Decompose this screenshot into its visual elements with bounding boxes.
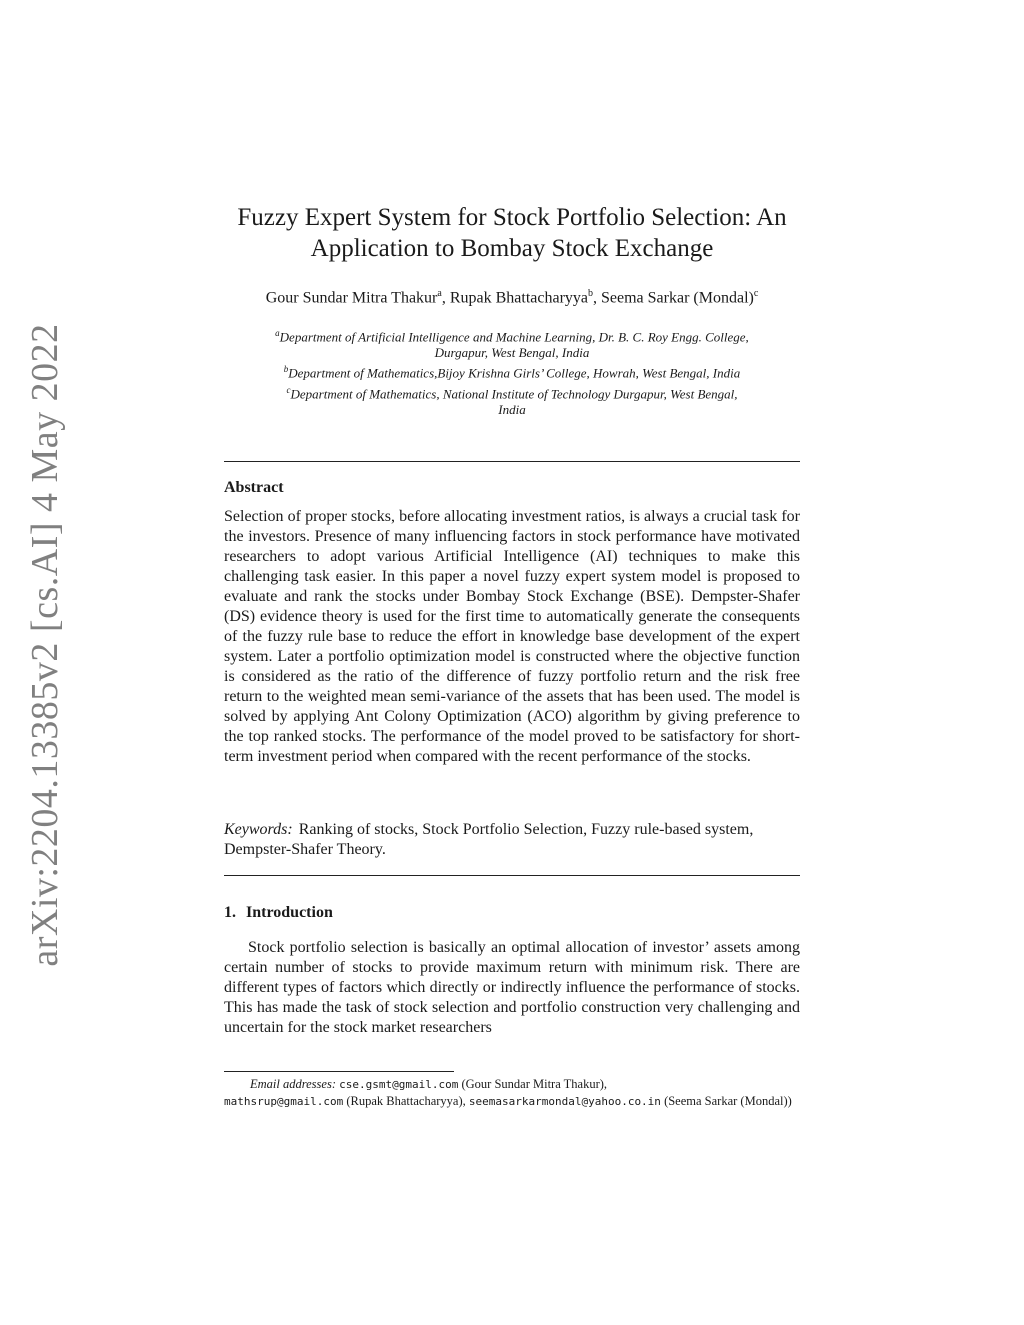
abstract-top-rule — [224, 461, 800, 462]
author-sup: c — [753, 288, 759, 299]
title-line-2: Application to Bombay Stock Exchange — [310, 235, 714, 262]
keywords — [224, 820, 800, 860]
section-paragraph: Stock portfolio selection is basically an optimal allocation of investor’ assets among certain number of stocks to provide maximum return with minimum risk. There are different types of factors which directly or indirectly influence the performance of stocks. This has made the task of stock selection and portfolio construction very challenging and uncertain for the stock market researchers — [224, 939, 800, 1036]
section-number: 1. — [224, 904, 236, 921]
section-title: Introduction — [246, 904, 333, 921]
abstract-bottom-rule — [224, 875, 800, 876]
email-link[interactable]: seemasarkarmondal@yahoo.co.in — [468, 1095, 661, 1108]
author-sup: a — [437, 288, 442, 299]
paper-title — [224, 202, 800, 264]
email-link[interactable]: mathsrup@gmail.com — [224, 1095, 344, 1108]
footnote: Email addresses: cse.gsmt@gmail.com (Gour Sundar Mitra Thakur), mathsrup@gmail.com (Rupak Bhattacharyya), seemasarkarmondal@yahoo.co.in (Seema Sarkar (Mondal)) — [224, 1077, 792, 1108]
author-name: Gour Sundar Mitra Thakur — [265, 289, 438, 307]
author-name: Rupak Bhattacharyya — [449, 289, 588, 307]
title-line-1: Fuzzy Expert System for Stock Portfolio Selection: An — [237, 204, 787, 231]
arxiv-stamp — [22, 323, 68, 967]
affiliations — [224, 325, 800, 418]
author-sup: b — [588, 288, 593, 299]
arxiv-stamp-text: arXiv:2204.13385v2 [cs.AI] 4 May 2022 — [24, 323, 66, 967]
affiliation-c: $^c$Department of Mathematics, National Institute of Technology Durgapur, West Bengal, India — [286, 384, 738, 417]
affiliation-b: $^b$Department of Mathematics,Bijoy Krishna Girls’ College, Howrah, West Bengal, India — [283, 364, 741, 381]
footnote-rule — [224, 1071, 454, 1072]
author-list: Gour Sundar Mitra Thakur$^a$, Rupak Bhattacharyya$^b$, Seema Sarkar (Mondal)$^c$ — [265, 288, 759, 307]
abstract-text: Selection of proper stocks, before allocating investment ratios, is always a crucial task for the investors. Presence of many influencing factors in stock performance have motivated researchers to adopt various Artificial Intelligence (AI) techniques to make this challenging task easier. In this paper a novel fuzzy expert system model is proposed to evaluate and rank the stocks under Bombay Stock Exchange (BSE). Dempster-Shafer (DS) evidence theory is used for the first time to automatically generate the consequents of the fuzzy rule base to reduce the effort in knowledge base development of the expert system. Later a portfolio optimization model is constructed where the objective function is considered as the ratio of the difference of fuzzy portfolio return and the risk free return to the weighted mean semi-variance of the assets that has been used. The model is solved by applying Ant Colony Optimization (ACO) algorithm by giving preference to the top ranked stocks. The performance of the model proved to be satisfactory for short-term investment period when compared with the recent performance of the stocks. — [224, 508, 800, 765]
abstract-heading: Abstract — [224, 479, 284, 496]
footnote-label: Email addresses: — [250, 1077, 336, 1091]
affiliation-a: $^a$Department of Artificial Intelligence and Machine Learning, Dr. B. C. Roy Engg. College, Durgapur, West Bengal, India — [275, 328, 749, 361]
author-name: Seema Sarkar (Mondal) — [601, 289, 754, 307]
keywords-text: Ranking of stocks, Stock Portfolio Selection, Fuzzy rule-based system, Dempster-Shafer Theory. — [224, 821, 754, 858]
keywords-label: Keywords: — [224, 821, 293, 838]
email-link[interactable]: cse.gsmt@gmail.com — [339, 1078, 459, 1091]
section-heading — [224, 904, 333, 922]
